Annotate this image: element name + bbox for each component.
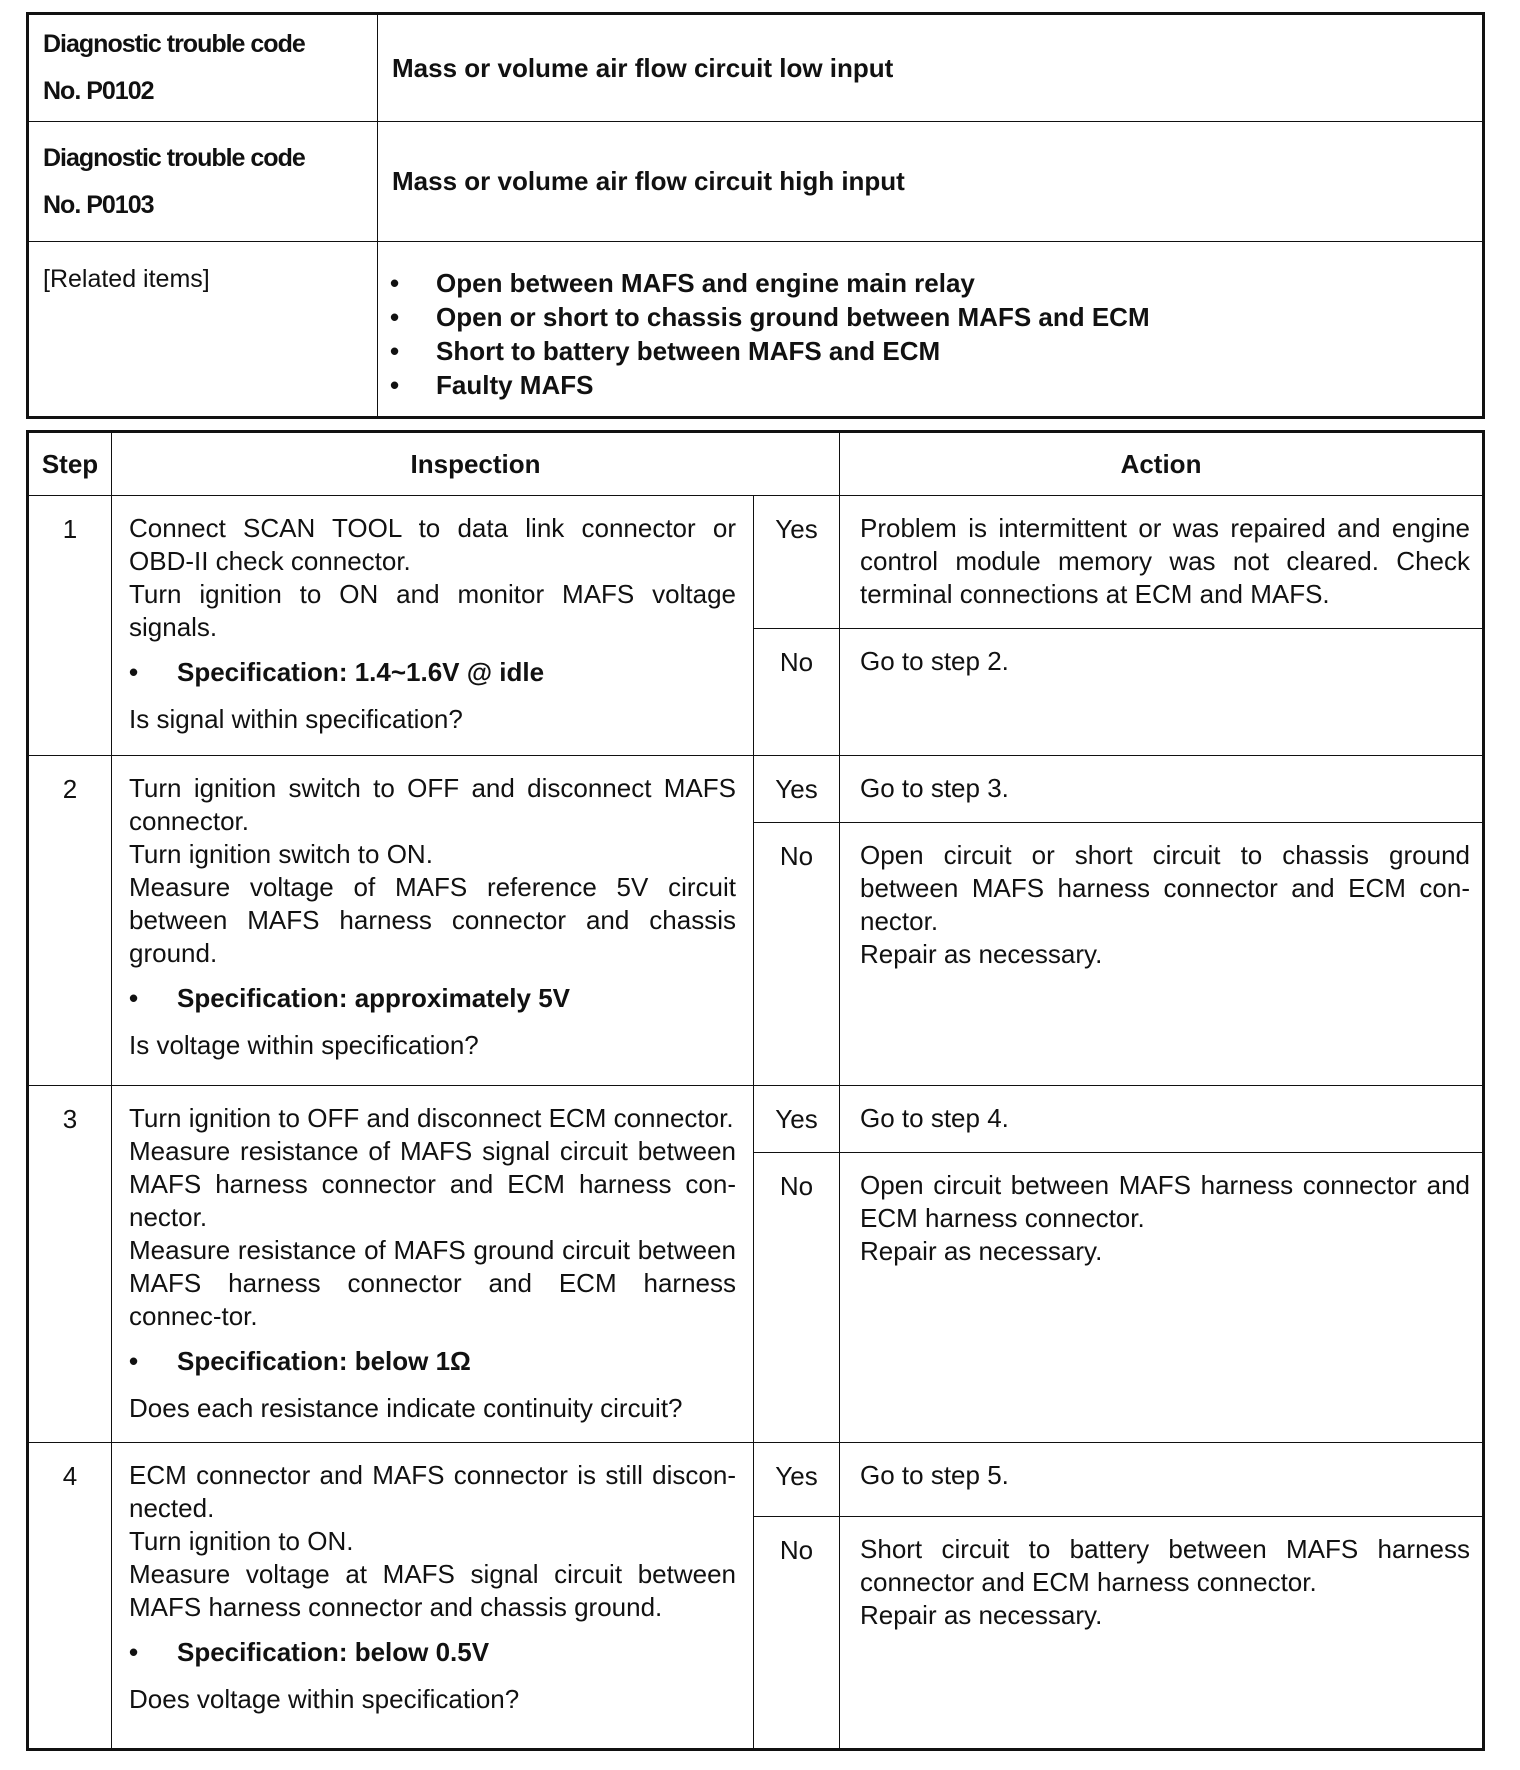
inspection-text: Turn ignition switch to OFF and disconnect MAFS connector. Turn ignition switch to ON. Measure voltage of MAFS reference 5V circuit between MAFS harness connector and chassis ground. bbox=[129, 773, 736, 968]
dtc-code-cell bbox=[28, 14, 378, 122]
specification: • Specification: approximately 5V bbox=[129, 982, 736, 1015]
step-number: 2 bbox=[28, 756, 112, 1086]
diagnostic-steps-table bbox=[26, 430, 1485, 1751]
dtc-header-table bbox=[26, 12, 1485, 419]
dtc-code-label: Diagnostic trouble code bbox=[43, 143, 305, 172]
step-number: 1 bbox=[28, 496, 112, 756]
dtc-code-label: Diagnostic trouble code bbox=[43, 30, 305, 58]
dtc-description: Mass or volume air flow circuit low input bbox=[378, 14, 1484, 122]
step-3-yes-row bbox=[28, 1086, 1484, 1153]
inspection-question: Does voltage within specification? bbox=[129, 1684, 520, 1714]
step-column-header: Step bbox=[28, 432, 112, 496]
related-item: • Open or short to chassis ground between MAFS and ECM bbox=[390, 300, 1468, 334]
no-label: No bbox=[754, 1517, 840, 1750]
no-action: Go to step 2. bbox=[840, 629, 1484, 756]
step-2-yes-row bbox=[28, 756, 1484, 823]
dtc-code-cell bbox=[28, 122, 378, 242]
specification: • Specification: 1.4~1.6V @ idle bbox=[129, 656, 736, 689]
yes-label: Yes bbox=[754, 1443, 840, 1517]
dtc-code-number: No. P0102 bbox=[43, 77, 154, 105]
yes-label: Yes bbox=[754, 756, 840, 823]
related-items-cell bbox=[378, 242, 1484, 418]
step-1-yes-row bbox=[28, 496, 1484, 629]
step-number: 3 bbox=[28, 1086, 112, 1443]
related-items-row bbox=[28, 242, 1484, 418]
no-label: No bbox=[754, 629, 840, 756]
step-number: 4 bbox=[28, 1443, 112, 1750]
yes-action: Go to step 3. bbox=[840, 756, 1484, 823]
no-label: No bbox=[754, 1153, 840, 1443]
specification: • Specification: below 1Ω bbox=[129, 1345, 736, 1378]
step-4-yes-row bbox=[28, 1443, 1484, 1517]
table-header-row bbox=[28, 432, 1484, 496]
inspection-column-header: Inspection bbox=[112, 432, 840, 496]
related-items-label: [Related items] bbox=[28, 242, 378, 418]
yes-action: Go to step 5. bbox=[840, 1443, 1484, 1517]
step-inspection bbox=[112, 1443, 754, 1750]
related-item: • Faulty MAFS bbox=[390, 368, 1468, 402]
inspection-question: Is signal within specification? bbox=[129, 704, 463, 734]
inspection-question: Is voltage within specification? bbox=[129, 1030, 479, 1060]
dtc-row-p0103 bbox=[28, 122, 1484, 242]
inspection-text: ECM connector and MAFS connector is still discon-nected. Turn ignition to ON. Measure voltage at MAFS signal circuit between MAFS harness connector and chassis ground. bbox=[129, 1460, 736, 1622]
yes-label: Yes bbox=[754, 1086, 840, 1153]
yes-action: Go to step 4. bbox=[840, 1086, 1484, 1153]
yes-action: Problem is intermittent or was repaired and engine control module memory was not cleared. Check terminal connections at ECM and MAFS. bbox=[840, 496, 1484, 629]
related-item: • Open between MAFS and engine main relay bbox=[390, 266, 1468, 300]
step-inspection bbox=[112, 1086, 754, 1443]
related-item: • Short to battery between MAFS and ECM bbox=[390, 334, 1468, 368]
dtc-row-p0102 bbox=[28, 14, 1484, 122]
specification: • Specification: below 0.5V bbox=[129, 1636, 736, 1669]
no-action: Open circuit between MAFS harness connector and ECM harness connector. Repair as necessary. bbox=[840, 1153, 1484, 1443]
inspection-question: Does each resistance indicate continuity circuit? bbox=[129, 1393, 683, 1423]
dtc-description: Mass or volume air flow circuit high input bbox=[378, 122, 1484, 242]
no-action: Open circuit or short circuit to chassis ground between MAFS harness connector and ECM con-nector. Repair as necessary. bbox=[840, 823, 1484, 1086]
related-items-list bbox=[390, 242, 1468, 416]
yes-label: Yes bbox=[754, 496, 840, 629]
inspection-text: Turn ignition to OFF and disconnect ECM connector. Measure resistance of MAFS signal circuit between MAFS harness connector and ECM harness con-nector. Measure resistance of MAFS ground circuit between MAFS harness connector and ECM harness connec-tor. bbox=[129, 1103, 736, 1331]
no-label: No bbox=[754, 823, 840, 1086]
step-inspection bbox=[112, 496, 754, 756]
step-inspection bbox=[112, 756, 754, 1086]
action-column-header: Action bbox=[840, 432, 1484, 496]
inspection-text: Connect SCAN TOOL to data link connector or OBD-II check connector. Turn ignition to ON and monitor MAFS voltage signals. bbox=[129, 513, 736, 642]
dtc-code-number: No. P0103 bbox=[43, 190, 154, 219]
no-action: Short circuit to battery between MAFS harness connector and ECM harness connector. Repair as necessary. bbox=[840, 1517, 1484, 1750]
